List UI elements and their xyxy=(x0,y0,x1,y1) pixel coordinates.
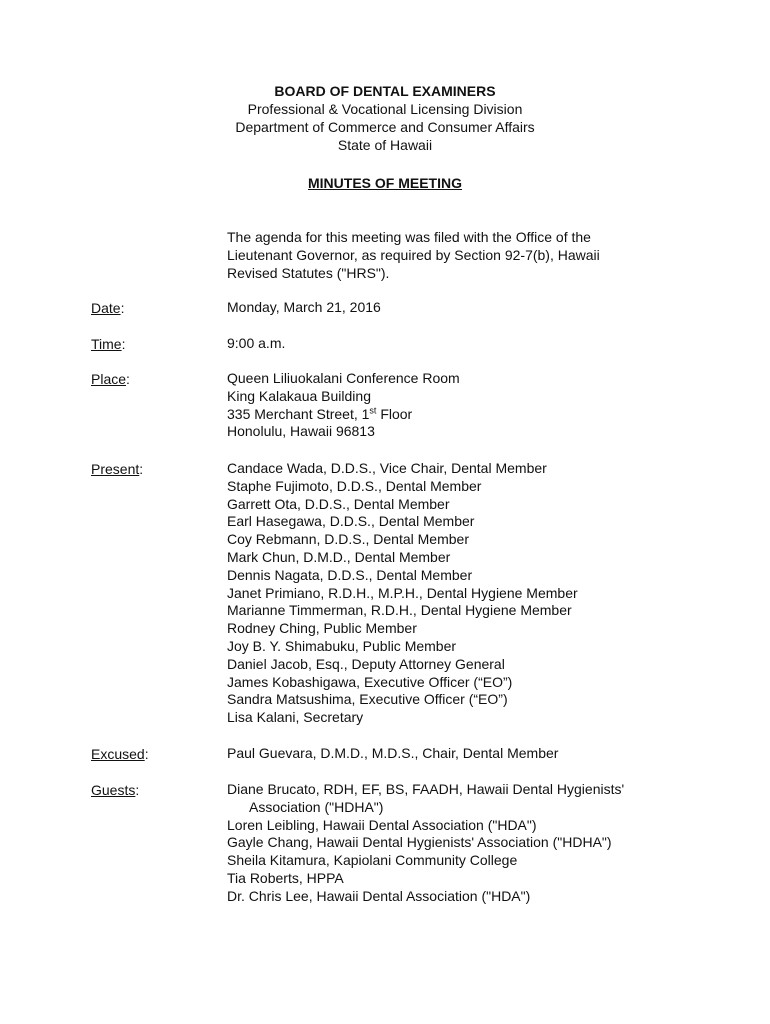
date-label: Date: xyxy=(91,300,125,316)
list-item: Janet Primiano, R.D.H., M.P.H., Dental Hygiene Member xyxy=(227,584,578,601)
excused-value: Paul Guevara, D.M.D., M.D.S., Chair, Dental Member xyxy=(227,745,559,761)
list-item: Garrett Ota, D.D.S., Dental Member xyxy=(227,495,450,512)
place-label: Place: xyxy=(91,371,130,387)
list-item: Sheila Kitamura, Kapiolani Community College xyxy=(227,852,518,869)
list-item: Mark Chun, D.M.D., Dental Member xyxy=(227,548,451,565)
present-list xyxy=(227,460,747,727)
guests-list xyxy=(227,781,747,906)
document-header xyxy=(0,82,770,154)
list-item: Association ("HDHA") xyxy=(249,798,384,815)
state-name: State of Hawaii xyxy=(337,137,433,153)
list-item: Gayle Chang, Hawaii Dental Hygienists' Association ("HDHA") xyxy=(227,834,612,851)
minutes-title: MINUTES OF MEETING xyxy=(308,175,462,191)
list-item: Marianne Timmerman, R.D.H., Dental Hygiene Member xyxy=(227,602,572,619)
excused-label: Excused: xyxy=(91,746,149,762)
list-item: Staphe Fujimoto, D.D.S., Dental Member xyxy=(227,477,482,494)
list-item: James Kobashigawa, Executive Officer (“EO”) xyxy=(227,673,513,690)
list-item: Daniel Jacob, Esq., Deputy Attorney General xyxy=(227,655,505,672)
division-name: Professional & Vocational Licensing Division xyxy=(247,101,523,117)
list-item: Candace Wada, D.D.S., Vice Chair, Dental Member xyxy=(227,460,547,476)
place-line: Honolulu, Hawaii 96813 xyxy=(227,423,375,440)
list-item: Dennis Nagata, D.D.S., Dental Member xyxy=(227,566,473,583)
list-item: Rodney Ching, Public Member xyxy=(227,620,417,637)
list-item: Tia Roberts, HPPA xyxy=(227,869,344,886)
list-item: Coy Rebmann, D.D.S., Dental Member xyxy=(227,531,469,548)
place-value xyxy=(227,370,747,441)
place-line: 335 Merchant Street, 1st Floor xyxy=(227,404,413,422)
place-line: Queen Liliuokalani Conference Room xyxy=(227,370,460,386)
list-item: Lisa Kalani, Secretary xyxy=(227,709,364,726)
department-name: Department of Commerce and Consumer Affairs xyxy=(235,119,535,135)
list-item: Earl Hasegawa, D.D.S., Dental Member xyxy=(227,513,475,530)
list-item: Joy B. Y. Shimabuku, Public Member xyxy=(227,637,457,654)
agenda-statement: The agenda for this meeting was filed with the Office of the Lieutenant Governor, as required by Section 92-7(b), Hawaii Revised Statutes ("HRS"). xyxy=(227,229,600,281)
list-item: Loren Leibling, Hawaii Dental Association ("HDA") xyxy=(227,816,537,833)
guests-label: Guests: xyxy=(91,782,140,798)
board-title: BOARD OF DENTAL EXAMINERS xyxy=(274,83,496,99)
present-label: Present: xyxy=(91,461,144,477)
time-value: 9:00 a.m. xyxy=(227,335,286,351)
list-item: Sandra Matsushima, Executive Officer (“EO”) xyxy=(227,691,508,708)
time-label: Time: xyxy=(91,336,126,352)
date-value: Monday, March 21, 2016 xyxy=(227,299,381,315)
place-line: King Kalakaua Building xyxy=(227,387,371,404)
list-item: Dr. Chris Lee, Hawaii Dental Association ("HDA") xyxy=(227,887,531,904)
list-item: Diane Brucato, RDH, EF, BS, FAADH, Hawaii Dental Hygienists' xyxy=(227,781,625,797)
